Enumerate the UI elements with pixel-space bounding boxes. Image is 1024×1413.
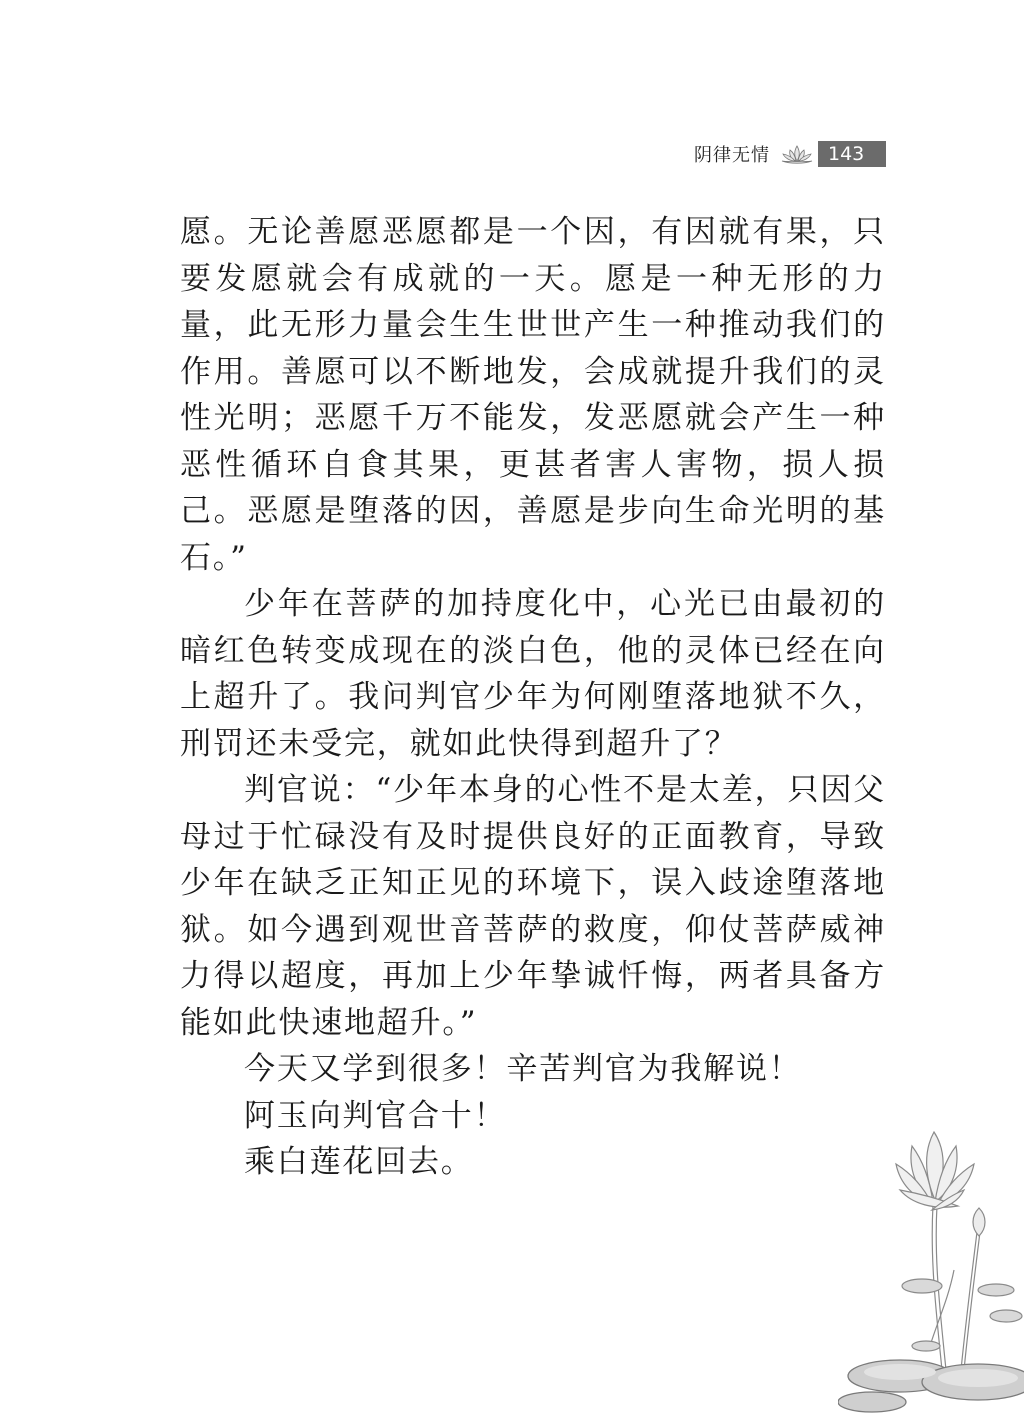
lotus-icon	[780, 143, 814, 165]
paragraph: 乘白莲花回去。	[244, 1144, 474, 1180]
paragraph: 今天又学到很多！辛苦判官为我解说！	[244, 1051, 802, 1087]
lotus-pond-illustration	[838, 1120, 1024, 1413]
paragraph: 阿玉向判官合十！	[244, 1097, 507, 1134]
page-number: 143	[818, 141, 886, 167]
body-text	[180, 209, 886, 1186]
paragraph: 判官说：“少年本身的心性不是太差，只因父母过于忙碌没有及时提供良好的正面教育，导致少年在缺乏正知正见的环境下，误入歧途堕落地狱。如今遇到观世音菩萨的救度，仰仗菩萨威神力得以超度，再加上少年挚诚忏悔，两者具备方能如此快速地超升。”	[180, 772, 886, 1041]
chapter-title: 阴律无情	[694, 145, 770, 166]
paragraph: 愿。无论善愿恶愿都是一个因，有因就有果，只要发愿就会有成就的一天。愿是一种无形的力量，此无形力量会生生世世产生一种推动我们的作用。善愿可以不断地发，会成就提升我们的灵性光明；恶愿千万不能发，发恶愿就会产生一种恶性循环自食其果，更甚者害人害物，损人损己。恶愿是堕落的因，善愿是步向生命光明的基石。”	[180, 214, 886, 576]
running-header	[694, 140, 886, 168]
paragraph: 少年在菩萨的加持度化中，心光已由最初的暗红色转变成现在的淡白色，他的灵体已经在向上超升了。我问判官少年为何刚堕落地狱不久，刑罚还未受完，就如此快得到超升了？	[180, 586, 886, 762]
